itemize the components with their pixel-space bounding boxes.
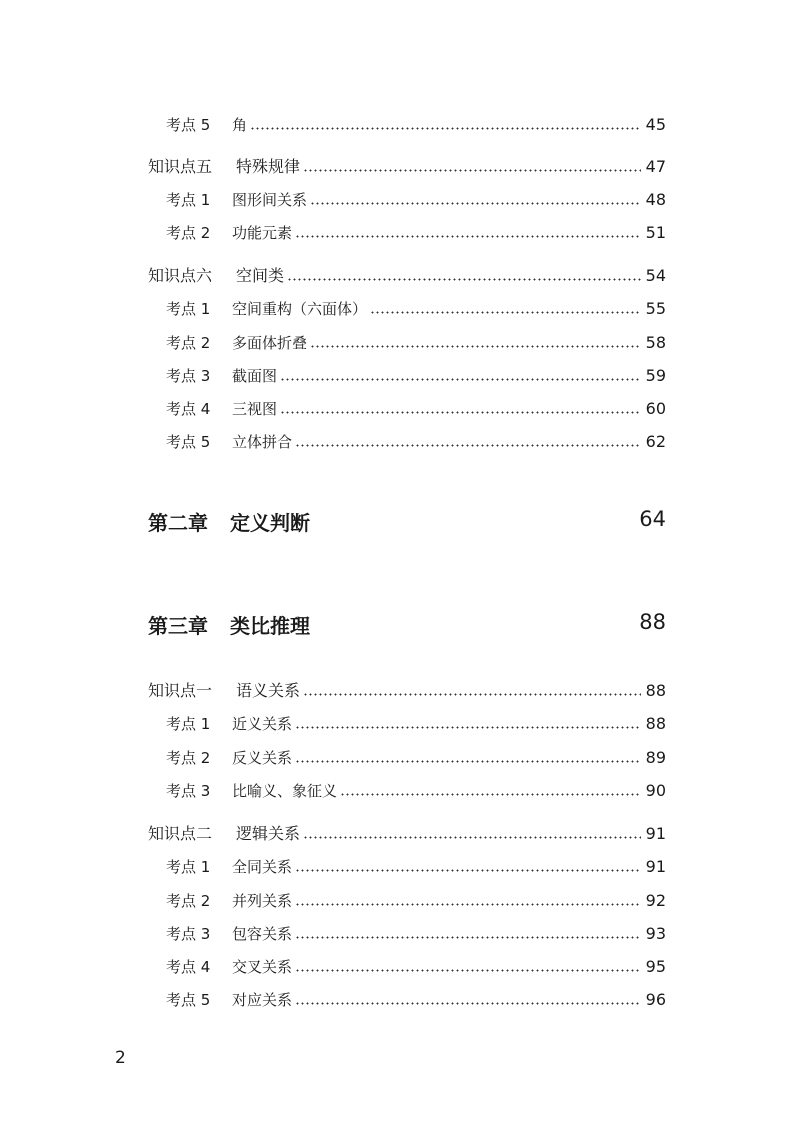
entry-label: 知识点六	[148, 266, 213, 285]
toc-entry[interactable]	[166, 890, 666, 911]
leader-dots	[310, 345, 641, 348]
entry-page: 96	[645, 990, 666, 1009]
entry-page: 47	[645, 157, 666, 176]
entry-label: 考点 1	[166, 191, 211, 209]
leader-dots	[250, 127, 641, 130]
leader-dots	[295, 760, 641, 763]
entry-title: 交叉关系	[232, 958, 293, 976]
leader-dots	[295, 869, 641, 872]
entry-page: 88	[645, 681, 666, 700]
entry-label: 考点 3	[166, 925, 211, 943]
entry-title: 全同关系	[232, 858, 293, 876]
leader-dots	[303, 169, 641, 172]
entry-label: 考点 3	[166, 367, 211, 385]
chapter-label: 第二章	[148, 511, 208, 535]
entry-page: 55	[645, 299, 666, 318]
toc-entry[interactable]	[166, 956, 666, 977]
entry-page: 92	[645, 891, 666, 910]
entry-title: 角	[232, 116, 248, 134]
entry-title: 逻辑关系	[236, 824, 301, 843]
entry-page: 93	[645, 924, 666, 943]
leader-dots	[295, 235, 641, 238]
entry-label: 考点 2	[166, 892, 211, 910]
entry-title: 反义关系	[232, 749, 293, 767]
chapter-title: 定义判断	[230, 511, 310, 535]
entry-label: 考点 4	[166, 400, 211, 418]
entry-label: 考点 2	[166, 749, 211, 767]
entry-label: 考点 1	[166, 300, 211, 318]
toc-entry[interactable]	[166, 923, 666, 944]
leader-dots	[303, 836, 641, 839]
entry-label: 考点 1	[166, 858, 211, 876]
leader-dots	[303, 693, 641, 696]
toc-entry[interactable]	[166, 431, 666, 452]
page-number: 2	[115, 1048, 126, 1068]
entry-label: 知识点一	[148, 681, 213, 700]
entry-page: 88	[645, 714, 666, 733]
entry-page: 48	[645, 190, 666, 209]
entry-label: 考点 2	[166, 334, 211, 352]
entry-page: 91	[645, 824, 666, 843]
entry-label: 考点 1	[166, 715, 211, 733]
entry-title: 空间重构（六面体）	[232, 300, 368, 318]
leader-dots	[287, 278, 641, 281]
entry-page: 51	[645, 223, 666, 242]
toc-entry[interactable]	[166, 780, 666, 801]
toc-section-entry[interactable]	[148, 821, 666, 844]
entry-title: 并列关系	[232, 892, 293, 910]
entry-title: 三视图	[232, 400, 278, 418]
entry-title: 特殊规律	[236, 157, 301, 176]
entry-page: 60	[645, 399, 666, 418]
entry-title: 包容关系	[232, 925, 293, 943]
entry-label: 知识点五	[148, 157, 213, 176]
entry-page: 90	[645, 781, 666, 800]
toc-entry[interactable]	[166, 189, 666, 210]
toc-entry[interactable]	[166, 365, 666, 386]
entry-title: 语义关系	[236, 681, 301, 700]
toc-entry[interactable]	[166, 298, 666, 319]
leader-dots	[370, 311, 641, 314]
leader-dots	[310, 202, 641, 205]
leader-dots	[295, 969, 641, 972]
toc-section-entry[interactable]	[148, 154, 666, 177]
toc-entry[interactable]	[166, 222, 666, 243]
chapter-title: 类比推理	[230, 614, 310, 638]
entry-page: 89	[645, 748, 666, 767]
chapter-label: 第三章	[148, 614, 208, 638]
leader-dots	[340, 793, 641, 796]
entry-title: 空间类	[236, 266, 285, 285]
entry-title: 立体拼合	[232, 433, 293, 451]
entry-label: 考点 5	[166, 116, 211, 134]
entry-label: 知识点二	[148, 824, 213, 843]
entry-page: 59	[645, 366, 666, 385]
leader-dots	[295, 1002, 641, 1005]
toc-entry[interactable]	[166, 713, 666, 734]
entry-label: 考点 4	[166, 958, 211, 976]
entry-title: 近义关系	[232, 715, 293, 733]
toc-section-entry[interactable]	[148, 678, 666, 701]
entry-page: 45	[645, 115, 666, 134]
toc-entry[interactable]	[166, 989, 666, 1010]
toc-entry[interactable]	[166, 332, 666, 353]
chapter-3-heading[interactable]	[148, 610, 666, 639]
chapter-page: 64	[639, 507, 666, 531]
leader-dots	[280, 378, 641, 381]
toc-entry[interactable]	[166, 747, 666, 768]
entry-label: 考点 3	[166, 782, 211, 800]
toc-entry[interactable]	[166, 398, 666, 419]
entry-title: 比喻义、象征义	[232, 782, 338, 800]
toc-entry[interactable]	[166, 856, 666, 877]
entry-label: 考点 2	[166, 224, 211, 242]
chapter-page: 88	[639, 610, 666, 634]
entry-page: 62	[645, 432, 666, 451]
leader-dots	[280, 411, 641, 414]
leader-dots	[295, 903, 641, 906]
entry-label: 考点 5	[166, 991, 211, 1009]
entry-label: 考点 5	[166, 433, 211, 451]
entry-page: 54	[645, 266, 666, 285]
entry-title: 功能元素	[232, 224, 293, 242]
entry-title: 对应关系	[232, 991, 293, 1009]
entry-page: 91	[645, 857, 666, 876]
toc-section-entry[interactable]	[148, 263, 666, 286]
entry-title: 截面图	[232, 367, 278, 385]
entry-title: 图形间关系	[232, 191, 308, 209]
entry-title: 多面体折叠	[232, 334, 308, 352]
leader-dots	[295, 726, 641, 729]
leader-dots	[295, 444, 641, 447]
entry-page: 58	[645, 333, 666, 352]
entry-page: 95	[645, 957, 666, 976]
chapter-2-heading[interactable]	[148, 507, 666, 536]
leader-dots	[295, 936, 641, 939]
toc-entry[interactable]	[166, 114, 666, 135]
